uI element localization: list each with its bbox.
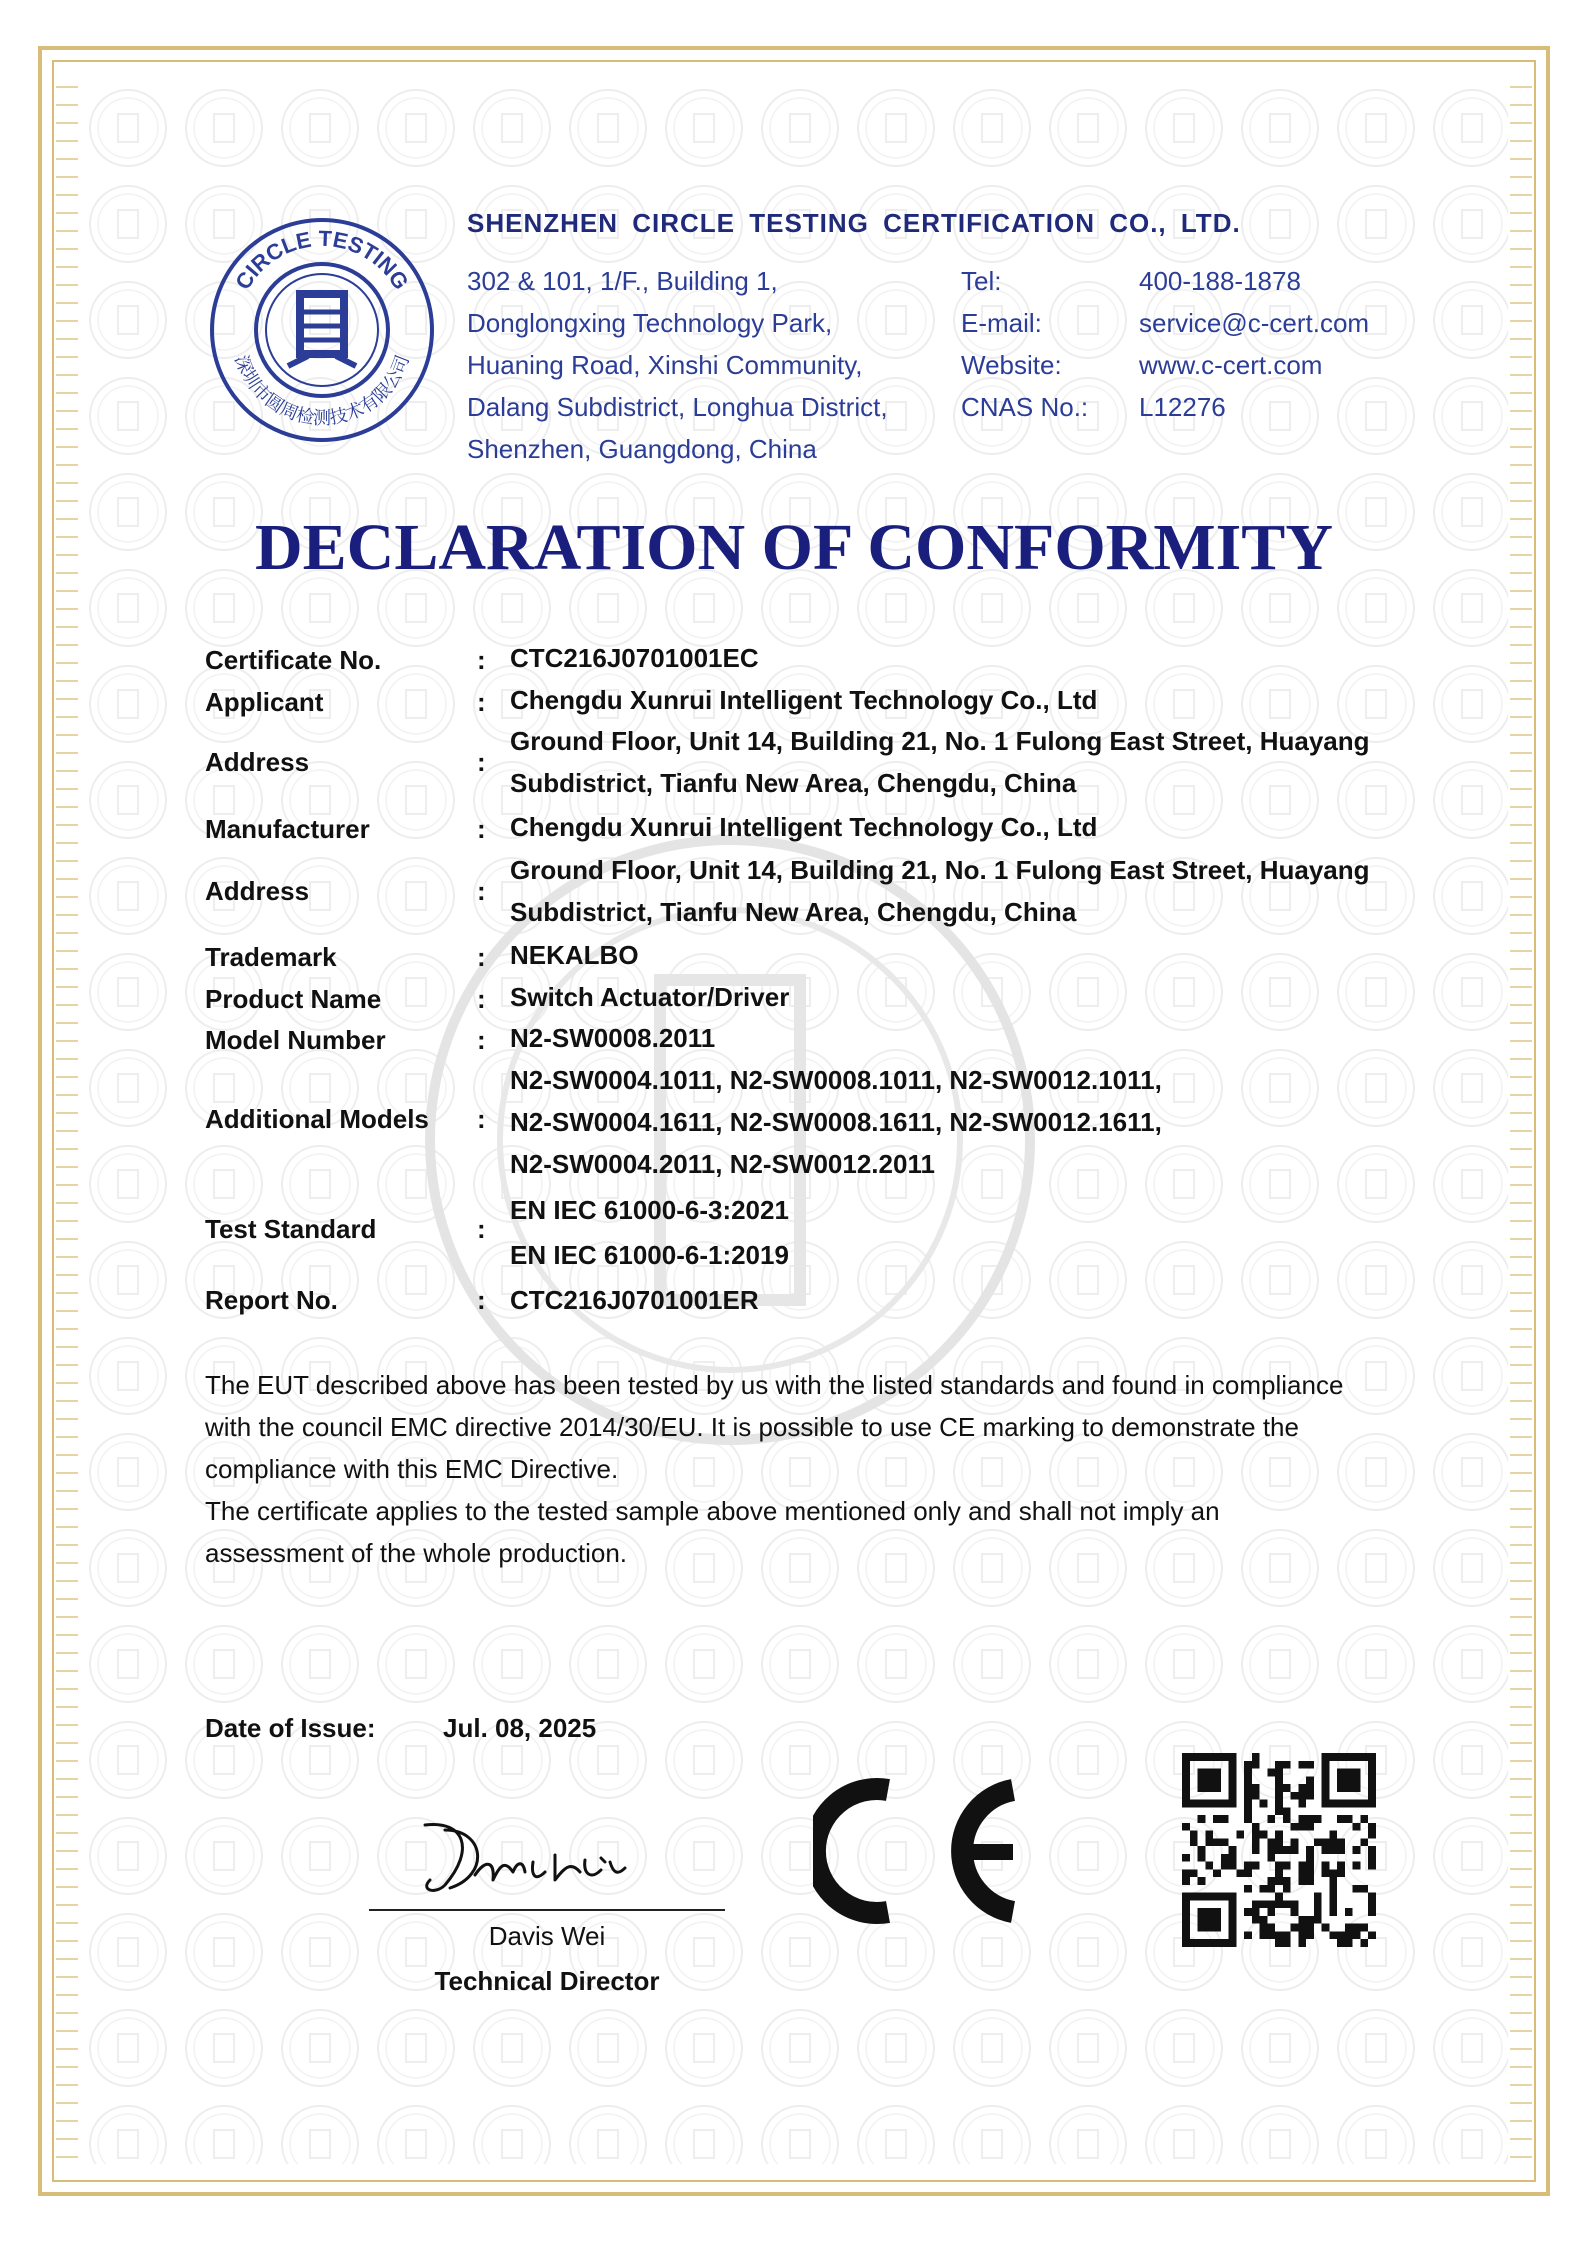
model-line: N2-SW0004.1611, N2-SW0008.1611, N2-SW0012.1611, bbox=[510, 1107, 1162, 1137]
contact-labels bbox=[961, 260, 1088, 428]
statement-line: The certificate applies to the tested sample above mentioned only and shall not imply an bbox=[205, 1496, 1220, 1526]
report-number: CTC216J0701001ER bbox=[510, 1285, 759, 1315]
field-colon: : bbox=[477, 984, 486, 1014]
standard-line: EN IEC 61000-6-3:2021 bbox=[510, 1195, 789, 1225]
qr-code-icon bbox=[1182, 1753, 1376, 1947]
email-label: E-mail: bbox=[961, 308, 1042, 338]
date-of-issue-value: Jul. 08, 2025 bbox=[443, 1713, 597, 1743]
field-colon: : bbox=[477, 814, 486, 844]
field-colon: : bbox=[477, 1285, 486, 1315]
contact-values bbox=[1139, 260, 1369, 428]
document-title: DECLARATION OF CONFORMITY bbox=[254, 511, 1333, 584]
left-border-pattern bbox=[56, 70, 78, 2170]
field-label: Report No. bbox=[205, 1285, 338, 1315]
model-line: N2-SW0004.1011, N2-SW0008.1011, N2-SW0012.1011, bbox=[510, 1065, 1162, 1095]
signer-title: Technical Director bbox=[434, 1966, 660, 1996]
company-name: SHENZHEN CIRCLE TESTING CERTIFICATION CO., LTD. bbox=[467, 208, 1241, 238]
address-line: Shenzhen, Guangdong, China bbox=[467, 434, 817, 464]
logo-text: CIRCLE TESTING bbox=[230, 225, 414, 294]
field-colon: : bbox=[477, 876, 486, 906]
statement-line: with the council EMC directive 2014/30/EU. It is possible to use CE marking to demonstrate the bbox=[205, 1412, 1299, 1442]
field-colon: : bbox=[477, 687, 486, 717]
statement-line: assessment of the whole production. bbox=[205, 1538, 628, 1568]
applicant-name: Chengdu Xunrui Intelligent Technology Co., Ltd bbox=[510, 685, 1098, 715]
svg-text:CIRCLE TESTING bbox=[230, 226, 414, 294]
field-label: Trademark bbox=[205, 942, 337, 972]
model-number: N2-SW0008.2011 bbox=[510, 1023, 716, 1053]
address-line: Ground Floor, Unit 14, Building 21, No. 1 Fulong East Street, Huayang bbox=[510, 855, 1370, 885]
website-label: Website: bbox=[961, 350, 1062, 380]
field-colon: : bbox=[477, 1104, 486, 1134]
tel-value: 400-188-1878 bbox=[1139, 266, 1301, 296]
field-label: Manufacturer bbox=[205, 814, 370, 844]
applicant-address bbox=[510, 720, 1370, 804]
field-label: Address bbox=[205, 747, 310, 777]
field-colon: : bbox=[477, 645, 486, 675]
certificate-number: CTC216J0701001EC bbox=[510, 643, 759, 673]
field-label: Test Standard bbox=[205, 1214, 377, 1244]
address-line: Ground Floor, Unit 14, Building 21, No. 1 Fulong East Street, Huayang bbox=[510, 726, 1370, 756]
cnas-value: L12276 bbox=[1139, 392, 1226, 422]
field-colon: : bbox=[477, 747, 486, 777]
handwritten-signature bbox=[405, 1800, 645, 1910]
signer-name: Davis Wei bbox=[488, 1921, 606, 1951]
address-line: Subdistrict, Tianfu New Area, Chengdu, China bbox=[510, 768, 1077, 798]
ce-mark-icon bbox=[813, 1776, 1023, 1926]
field-label: Applicant bbox=[205, 687, 324, 717]
company-address bbox=[467, 260, 888, 470]
tel-label: Tel: bbox=[961, 266, 1002, 296]
field-colon: : bbox=[477, 1025, 486, 1055]
field-label: Model Number bbox=[205, 1025, 386, 1055]
field-label: Certificate No. bbox=[205, 645, 382, 675]
product-name: Switch Actuator/Driver bbox=[510, 982, 790, 1012]
compliance-statement bbox=[205, 1364, 1485, 1574]
field-colon: : bbox=[477, 1214, 486, 1244]
model-line: N2-SW0004.2011, N2-SW0012.2011 bbox=[510, 1149, 935, 1179]
field-label: Address bbox=[205, 876, 310, 906]
address-line: Huaning Road, Xinshi Community, bbox=[467, 350, 863, 380]
company-seal-logo bbox=[208, 216, 436, 444]
signature-line bbox=[369, 1909, 725, 1911]
address-line: Subdistrict, Tianfu New Area, Chengdu, China bbox=[510, 897, 1077, 927]
statement-line: compliance with this EMC Directive. bbox=[205, 1454, 619, 1484]
field-colon: : bbox=[477, 942, 486, 972]
date-of-issue-label: Date of Issue: bbox=[205, 1713, 376, 1743]
test-standards bbox=[510, 1188, 789, 1278]
cnas-label: CNAS No.: bbox=[961, 392, 1089, 422]
email-link[interactable]: service@c-cert.com bbox=[1139, 308, 1370, 338]
address-line: 302 & 101, 1/F., Building 1, bbox=[467, 266, 778, 296]
manufacturer-address bbox=[510, 849, 1370, 933]
trademark-value: NEKALBO bbox=[510, 940, 639, 970]
website-link[interactable]: www.c-cert.com bbox=[1139, 350, 1323, 380]
address-line: Donglongxing Technology Park, bbox=[467, 308, 833, 338]
standard-line: EN IEC 61000-6-1:2019 bbox=[510, 1240, 789, 1270]
field-label: Product Name bbox=[205, 984, 382, 1014]
right-border-pattern bbox=[1510, 70, 1532, 2170]
address-line: Dalang Subdistrict, Longhua District, bbox=[467, 392, 888, 422]
logo-chinese-text: 深圳市圆周检测技术有限公司 bbox=[230, 352, 414, 429]
manufacturer-name: Chengdu Xunrui Intelligent Technology Co., Ltd bbox=[510, 812, 1098, 842]
field-label: Additional Models bbox=[205, 1104, 429, 1134]
statement-line: The EUT described above has been tested by us with the listed standards and found in compliance bbox=[205, 1370, 1344, 1400]
additional-models bbox=[510, 1059, 1162, 1185]
